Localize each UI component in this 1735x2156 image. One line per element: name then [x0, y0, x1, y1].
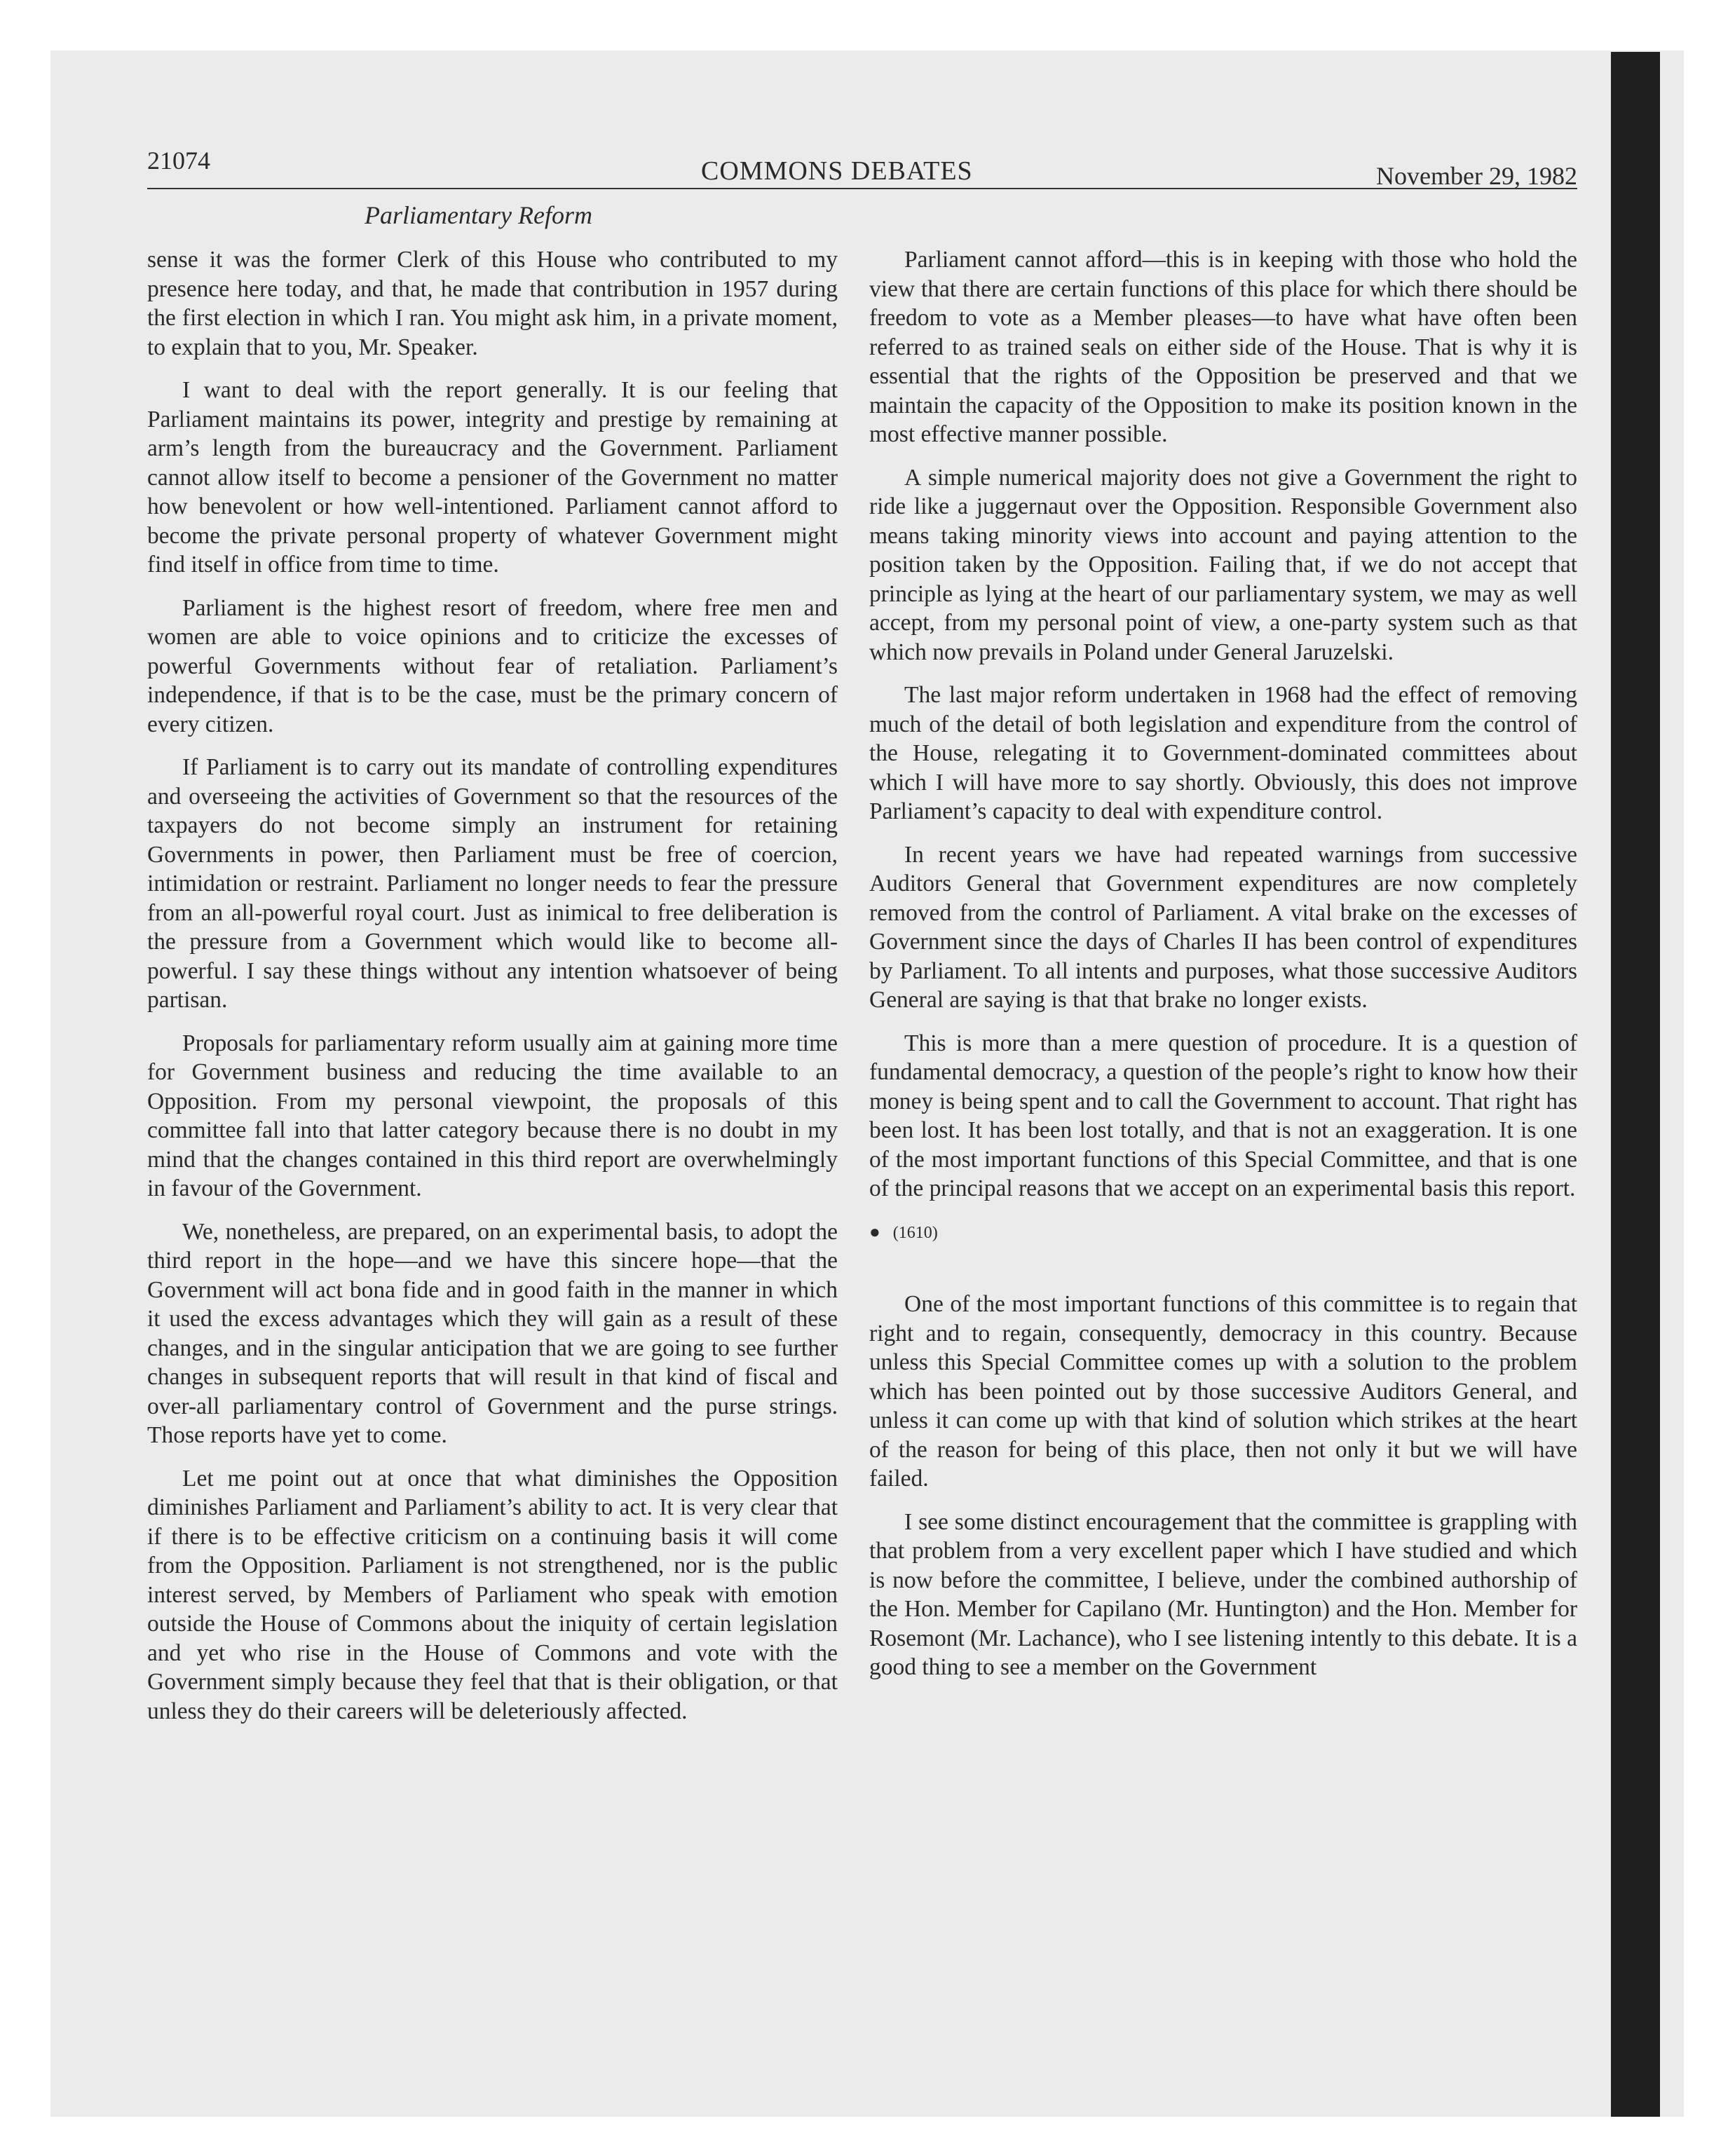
paragraph: A simple numerical majority does not give a Government the right to ride like a juggernaut over the Opposition. Responsible Government also means taking minority views into account and paying attention to the position taken by the Opposition. Failing that, if we do not accept that principle as lying at the heart of our parliamentary system, we may as well accept, from my personal point of view, a one-party system such as that which now prevails in Poland under General Jaruzelski.: [869, 464, 1577, 665]
paragraph: This is more than a mere question of procedure. It is a question of fundamental democracy, a question of the people’s right to know how their money is being spent and to call the Government to account. That right has been lost. It has been lost totally, and that is not an exaggeration. It is one of the most important functions of this Special Committee, and that is one of the principal reasons that we accept on an experimental basis this report.: [869, 1030, 1577, 1201]
paragraph: We, nonetheless, are prepared, on an experimental basis, to adopt the third report in the hope—and we have this sincere hope—that the Government will act bona fide and in good faith in the manner in which it used the excess advantages which they will gain as a result of these changes, and in the singular anticipation that we are going to see further changes in subsequent reports that will result in that kind of fiscal and over-all parliamentary control of Government and the purse strings. Those reports have yet to come.: [147, 1218, 838, 1448]
paragraph: Proposals for parliamentary reform usually aim at gaining more time for Government business and reducing the time available to an Opposition. From my personal viewpoint, the proposals of this committee fall into that latter category because there is no doubt in my mind that the changes contained in this third report are overwhelmingly in favour of the Government.: [147, 1030, 838, 1201]
running-head: Parliamentary Reform: [365, 201, 592, 229]
paragraph: One of the most important functions of this committee is to regain that right and to regain, consequently, democracy in this country. Because unless this Special Committee comes up with a solution to the problem which has been pointed out by those successive Auditors General, and unless it can come up with that kind of solution which strikes at the heart of the reason for being of this place, then not only it but we will have failed.: [869, 1291, 1577, 1492]
publication-title: COMMONS DEBATES: [701, 156, 973, 186]
time-stamp: (1610): [892, 1223, 938, 1242]
paragraph: Parliament cannot afford—this is in keeping with those who hold the view that there are certain functions of this place for which there should be freedom to vote as a Member pleases—to have what have often been referred to as trained seals on either side of the House. That is why it is essential that the rights of the Opposition be preserved and that we maintain the capacity of the Opposition to make its position known in the most effective manner possible.: [869, 247, 1577, 447]
paragraph: The last major reform undertaken in 1968 had the effect of removing much of the detail of both legislation and expenditure from the control of the House, relegating it to Government-dominated committees about which I will have more to say shortly. Obviously, this does not improve Parliament’s capacity to deal with expenditure control.: [869, 682, 1577, 824]
paragraph: In recent years we have had repeated warnings from successive Auditors General that Government expenditures are now completely removed from the control of Parliament. A vital brake on the excesses of Government since the days of Charles II has been control of expenditures by Parliament. To all intents and purposes, what those successive Auditors General are saying is that that brake no longer exists.: [869, 841, 1577, 1013]
right-column: [869, 245, 1577, 1696]
header-rule: [147, 188, 1577, 189]
bullet-icon: ●: [869, 1221, 880, 1242]
paragraph: If Parliament is to carry out its mandate of controlling expenditures and overseeing the activities of Government so that the resources of the taxpayers do not become simply an instrument for retaining Governments in power, then Parliament must be free of coercion, intimidation or restraint. Parliament no longer needs to fear the pressure from an all-powerful royal court. Just as inimical to free deliberation is the pressure from a Government which would like to become all-powerful. I say these things without any intention whatsoever of being partisan.: [147, 754, 838, 1013]
left-column: [147, 245, 838, 1740]
paragraph: Let me point out at once that what diminishes the Opposition diminishes Parliament and Parliament’s ability to act. It is very clear that if there is to be effective criticism on a continuing basis it will come from the Opposition. Parliament is not strengthened, nor is the public interest served, by Members of Parliament who speak with emotion outside the House of Commons about the iniquity of certain legislation and yet who rise in the House of Commons and vote with the Government simply because they feel that that is their obligation, or that unless they do their careers will be deleteriously affected.: [147, 1465, 838, 1724]
paragraph: Parliament is the highest resort of freedom, where free men and women are able to voice opinions and to criticize the excesses of powerful Governments without fear of retaliation. Parliament’s independence, if that is to be the case, must be the primary concern of every citizen.: [147, 594, 838, 737]
time-marker: [869, 1217, 1577, 1248]
paragraph: sense it was the former Clerk of this House who contributed to my presence here today, and that, he made that contribution in 1957 during the first election in which I ran. You might ask him, in a private moment, to explain that to you, Mr. Speaker.: [147, 247, 838, 360]
page-date: November 29, 1982: [1376, 162, 1577, 190]
page-header: [147, 146, 1577, 188]
scan-edge-bar: [1611, 52, 1660, 2117]
paragraph: I want to deal with the report generally. It is our feeling that Parliament maintains its power, integrity and prestige by remaining at arm’s length from the bureaucracy and the Government. Parliament cannot allow itself to become a pensioner of the Government no matter how benevolent or how well-intentioned. Parliament cannot afford to become the private personal property of whatever Government might find itself in office from time to time.: [147, 377, 838, 578]
page-number: 21074: [147, 146, 210, 175]
paragraph: I see some distinct encouragement that the committee is grappling with that problem from a very excellent paper which I have studied and which is now before the committee, I believe, under the combined authorship of the Hon. Member for Capilano (Mr. Huntington) and the Hon. Member for Rosemont (Mr. Lachance), who I see listening intently to this debate. It is a good thing to see a member on the Government: [869, 1508, 1577, 1680]
